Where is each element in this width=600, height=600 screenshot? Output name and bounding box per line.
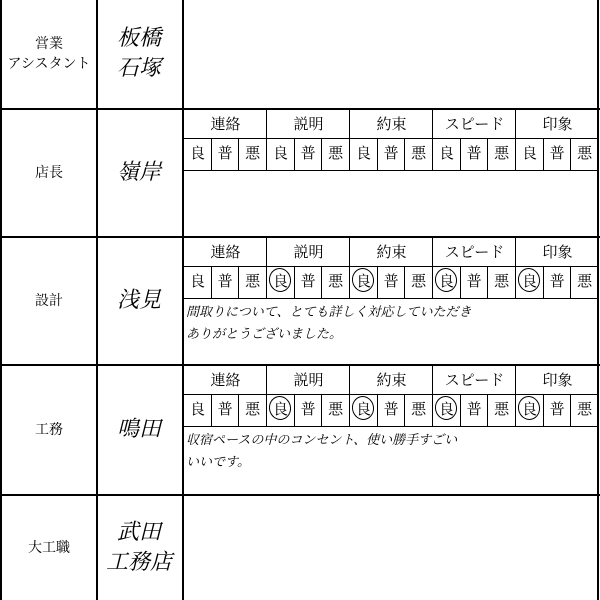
role-label: 店長: [35, 164, 63, 181]
handwritten-name: [98, 495, 180, 600]
option-divider: [404, 138, 405, 170]
rating-option[interactable]: 普: [217, 271, 233, 290]
rating-option[interactable]: 良: [272, 143, 288, 162]
rating-option[interactable]: 悪: [577, 399, 593, 418]
rating-option[interactable]: 悪: [328, 143, 344, 162]
rating-option[interactable]: 良: [272, 399, 288, 418]
name-line: 工務店: [105, 549, 172, 575]
option-divider: [487, 138, 488, 170]
rating-option[interactable]: 良: [355, 271, 371, 290]
rating-option[interactable]: 普: [549, 271, 565, 290]
handwritten-name: [98, 237, 180, 364]
rating-grid-line: [182, 298, 597, 299]
option-divider: [321, 394, 322, 426]
rating-option[interactable]: 悪: [411, 271, 427, 290]
rating-category: 連絡: [210, 370, 241, 389]
rating-option[interactable]: 悪: [328, 271, 344, 290]
rating-category: スピード: [444, 370, 505, 389]
name-line: 石塚: [116, 56, 161, 81]
handwritten-comment: [186, 300, 596, 346]
comment-line: 収宿ペースの中のコンセント、使い勝手すごい: [186, 433, 458, 448]
rating-option[interactable]: 悪: [245, 399, 261, 418]
option-divider: [377, 394, 378, 426]
option-divider: [460, 394, 461, 426]
rating-option[interactable]: 悪: [494, 271, 510, 290]
rating-option[interactable]: 悪: [494, 143, 510, 162]
option-divider: [570, 394, 571, 426]
option-divider: [238, 138, 239, 170]
column-divider: [182, 0, 184, 600]
rating-option[interactable]: 良: [521, 271, 537, 290]
rating-option[interactable]: 普: [466, 399, 482, 418]
option-divider: [321, 138, 322, 170]
option-divider: [543, 138, 544, 170]
rating-option[interactable]: 普: [549, 399, 565, 418]
option-divider: [321, 266, 322, 298]
rating-option[interactable]: 悪: [577, 271, 593, 290]
rating-option[interactable]: 良: [355, 143, 371, 162]
rating-grid-line: [182, 170, 597, 171]
rating-category: スピード: [444, 242, 505, 261]
option-divider: [404, 394, 405, 426]
rating-category: 約束: [376, 242, 407, 261]
option-divider: [487, 266, 488, 298]
option-divider: [211, 266, 212, 298]
rating-option[interactable]: 普: [300, 399, 316, 418]
rating-grid-line: [182, 426, 597, 427]
rating-option[interactable]: 普: [466, 143, 482, 162]
option-divider: [460, 266, 461, 298]
rating-option[interactable]: 悪: [245, 271, 261, 290]
column-divider: [597, 0, 599, 600]
handwritten-name: [98, 0, 180, 108]
name-line: 武田: [116, 519, 161, 545]
rating-option[interactable]: 普: [300, 271, 316, 290]
role-label: 営業 アシスタント: [7, 36, 91, 72]
rating-category: 連絡: [210, 242, 241, 261]
rating-category: 約束: [376, 370, 407, 389]
rating-category: 説明: [293, 114, 324, 133]
rating-option[interactable]: 良: [189, 143, 205, 162]
rating-option[interactable]: 悪: [494, 399, 510, 418]
rating-option[interactable]: 普: [300, 143, 316, 162]
option-divider: [294, 138, 295, 170]
comment-line: いいです。: [186, 455, 250, 470]
role-label: 工務: [35, 421, 63, 438]
rating-category: 印象: [542, 114, 573, 133]
name-line: 板橋: [116, 26, 161, 51]
comment-line: ありがとうございました。: [186, 327, 343, 342]
rating-option[interactable]: 悪: [328, 399, 344, 418]
rating-option[interactable]: 良: [521, 143, 537, 162]
option-divider: [294, 266, 295, 298]
rating-option[interactable]: 良: [438, 399, 454, 418]
role-label: 設計: [35, 292, 63, 309]
option-divider: [294, 394, 295, 426]
rating-option[interactable]: 良: [438, 271, 454, 290]
rating-option[interactable]: 普: [383, 399, 399, 418]
rating-option[interactable]: 良: [355, 399, 371, 418]
option-divider: [211, 138, 212, 170]
rating-option[interactable]: 普: [549, 143, 565, 162]
rating-option[interactable]: 良: [189, 399, 205, 418]
rating-category: スピード: [444, 114, 505, 133]
rating-option[interactable]: 悪: [411, 143, 427, 162]
rating-option[interactable]: 普: [383, 271, 399, 290]
rating-category: 連絡: [210, 114, 241, 133]
rating-option[interactable]: 良: [438, 143, 454, 162]
rating-option[interactable]: 普: [217, 143, 233, 162]
rating-category: 約束: [376, 114, 407, 133]
option-divider: [377, 138, 378, 170]
rating-category: 印象: [542, 370, 573, 389]
handwritten-name: [98, 109, 180, 236]
option-divider: [238, 266, 239, 298]
option-divider: [570, 138, 571, 170]
comment-line: 間取りについて、とても詳しく対応していただき: [186, 305, 472, 320]
rating-option[interactable]: 悪: [577, 143, 593, 162]
handwritten-name: [98, 365, 180, 494]
rating-option[interactable]: 良: [521, 399, 537, 418]
option-divider: [460, 138, 461, 170]
rating-option[interactable]: 悪: [245, 143, 261, 162]
option-divider: [570, 266, 571, 298]
rating-option[interactable]: 普: [466, 271, 482, 290]
rating-category: 説明: [293, 242, 324, 261]
rating-option[interactable]: 悪: [411, 399, 427, 418]
option-divider: [543, 394, 544, 426]
option-divider: [211, 394, 212, 426]
option-divider: [404, 266, 405, 298]
name-line: 鳴田: [116, 416, 161, 442]
rating-option[interactable]: 普: [383, 143, 399, 162]
option-divider: [543, 266, 544, 298]
option-divider: [377, 266, 378, 298]
handwritten-comment: [186, 428, 596, 474]
name-line: 浅見: [116, 287, 161, 313]
option-divider: [487, 394, 488, 426]
name-line: 嶺岸: [116, 159, 161, 185]
rating-option[interactable]: 普: [217, 399, 233, 418]
role-label: 大工職: [28, 539, 70, 556]
rating-option[interactable]: 良: [272, 271, 288, 290]
rating-option[interactable]: 良: [189, 271, 205, 290]
rating-category: 印象: [542, 242, 573, 261]
option-divider: [238, 394, 239, 426]
rating-category: 説明: [293, 370, 324, 389]
